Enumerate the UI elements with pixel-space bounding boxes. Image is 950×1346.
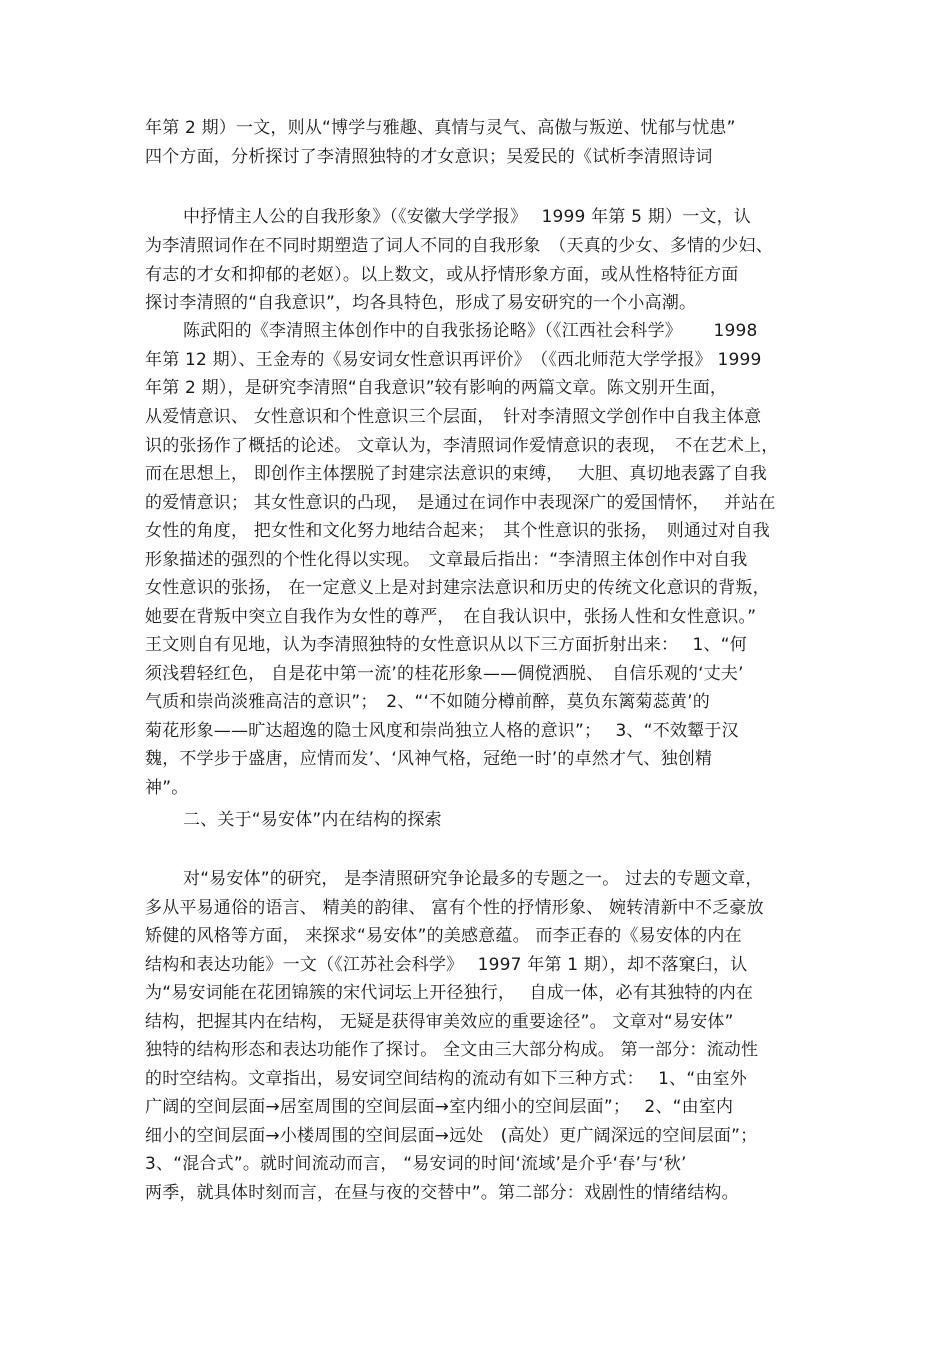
text-line: 有志的才女和抑郁的老妪）。以上数文，或从抒情形象方面，或从性格特征方面 (145, 265, 739, 285)
text-line: 独特的结构形态和表达功能作了探讨。 全文由三大部分构成。 第一部分：流动性 (145, 1040, 759, 1060)
text-line: 对“易安体”的研究， 是李清照研究争论最多的专题之一。 过去的专题文章， (183, 869, 763, 889)
text-line: 年第 2 期）一文，则从“博学与雅趣、真情与灵气、高傲与叛逆、忧郁与忧患” (145, 118, 736, 138)
text-line: 菊花形象——旷达超逸的隐士风度和崇尚独立人格的意识”； 3、“不效颦于汉 (145, 721, 739, 741)
text-line: 形象描述的强烈的个性化得以实现。 文章最后指出：“李清照主体创作中对自我 (145, 550, 748, 570)
text-line: 王文则自有见地，认为李清照独特的女性意识从以下三方面折射出来： 1、“何 (145, 635, 747, 655)
text-line: 探讨李清照的“自我意识”，均各具特色，形成了易安研究的一个小高潮。 (145, 293, 697, 313)
text-line: 四个方面，分析探讨了李清照独特的才女意识；吴爱民的《试析李清照诗词 (145, 147, 713, 167)
text-line: 结构和表达功能》一文（《江苏社会科学》 1997 年第 1 期），却不落窠臼，认 (145, 955, 748, 975)
text-line: 须浅碧轻红色， 自是花中第一流’的桂花形象——倜傥洒脱、 自信乐观的‘丈夫’ (145, 664, 744, 684)
text-line: 神”。 (145, 778, 189, 798)
text-line: 女性的角度， 把女性和文化努力地结合起来； 其个性意识的张扬， 则通过对自我 (145, 521, 771, 541)
text-line: 为李清照词作在不同时期塑造了词人不同的自我形象 （天真的少女、多情的少妇、 (145, 236, 773, 256)
text-line: 年第 2 期），是研究李清照“自我意识”较有影响的两篇文章。陈文别开生面， (145, 378, 728, 398)
text-line: 为“易安词能在花团锦簇的宋代词坛上开径独行， 自成一体，必有其独特的内在 (145, 983, 754, 1003)
text-line: 两季，就具体时刻而言，在昼与夜的交替中”。第二部分：戏剧性的情绪结构。 (145, 1183, 739, 1203)
text-line: 她要在背叛中突立自我作为女性的尊严， 在自我认识中，张扬人性和女性意识。” (145, 607, 757, 627)
text-line: 结构，把握其内在结构， 无疑是获得审美效应的重要途径”。 文章对“易安体” (145, 1012, 734, 1032)
text-line: 魏，不学步于盛唐，应情而发’、‘风神气格，冠绝一时’的卓然才气、独创精 (145, 749, 713, 769)
text-line: 女性意识的张扬， 在一定意义上是对封建宗法意识和历史的传统文化意识的背叛， (145, 578, 770, 598)
text-line: 3、“混合式”。就时间流动而言， “易安词的时间‘流域’是介乎‘春’与‘秋’ (145, 1154, 687, 1174)
text-line: 广阔的空间层面→居室周围的空间层面→室内细小的空间层面”； 2、“由室内 (145, 1097, 734, 1117)
text-line: 陈武阳的《李清照主体创作中的自我张扬论略》（《江西社会科学》 1998 (183, 321, 758, 341)
text-line: 年第 12 期）、王金寿的《易安词女性意识再评价》 （《西北师范大学学报》 1999 (145, 350, 762, 370)
text-line: 多从平易通俗的语言、 精美的韵律、 富有个性的抒情形象、 婉转清新中不乏豪放 (145, 898, 764, 918)
text-line: 气质和崇尚淡雅高洁的意识”； 2、“‘不如随分樽前醉，莫负东篱菊蕊黄’的 (145, 692, 710, 712)
section-heading: 二、关于“易安体”内在结构的探索 (183, 810, 442, 830)
text-line: 的爱情意识； 其女性意识的凸现， 是通过在词作中表现深广的爱国情怀， 并站在 (145, 493, 776, 513)
text-line: 从爱情意识、 女性意识和个性意识三个层面， 针对李清照文学创作中自我主体意 (145, 407, 762, 427)
text-line: 的时空结构。文章指出，易安词空间结构的流动有如下三种方式： 1、“由室外 (145, 1069, 747, 1089)
text-line: 中抒情主人公的自我形象》（《安徽大学学报》 1999 年第 5 期）一文，认 (183, 207, 751, 227)
text-line: 细小的空间层面→小楼周围的空间层面→远处 (高处）更广阔深远的空间层面”； (145, 1126, 758, 1146)
text-line: 矫健的风格等方面， 来探求“易安体”的美感意蕴。 而李正春的《易安体的内在 (145, 926, 742, 946)
text-line: 而在思想上， 即创作主体摆脱了封建宗法意识的束缚， 大胆、真切地表露了自我 (145, 464, 767, 484)
text-line: 识的张扬作了概括的论述。 文章认为，李清照词作爱情意识的表现， 不在艺术上， (145, 436, 779, 456)
